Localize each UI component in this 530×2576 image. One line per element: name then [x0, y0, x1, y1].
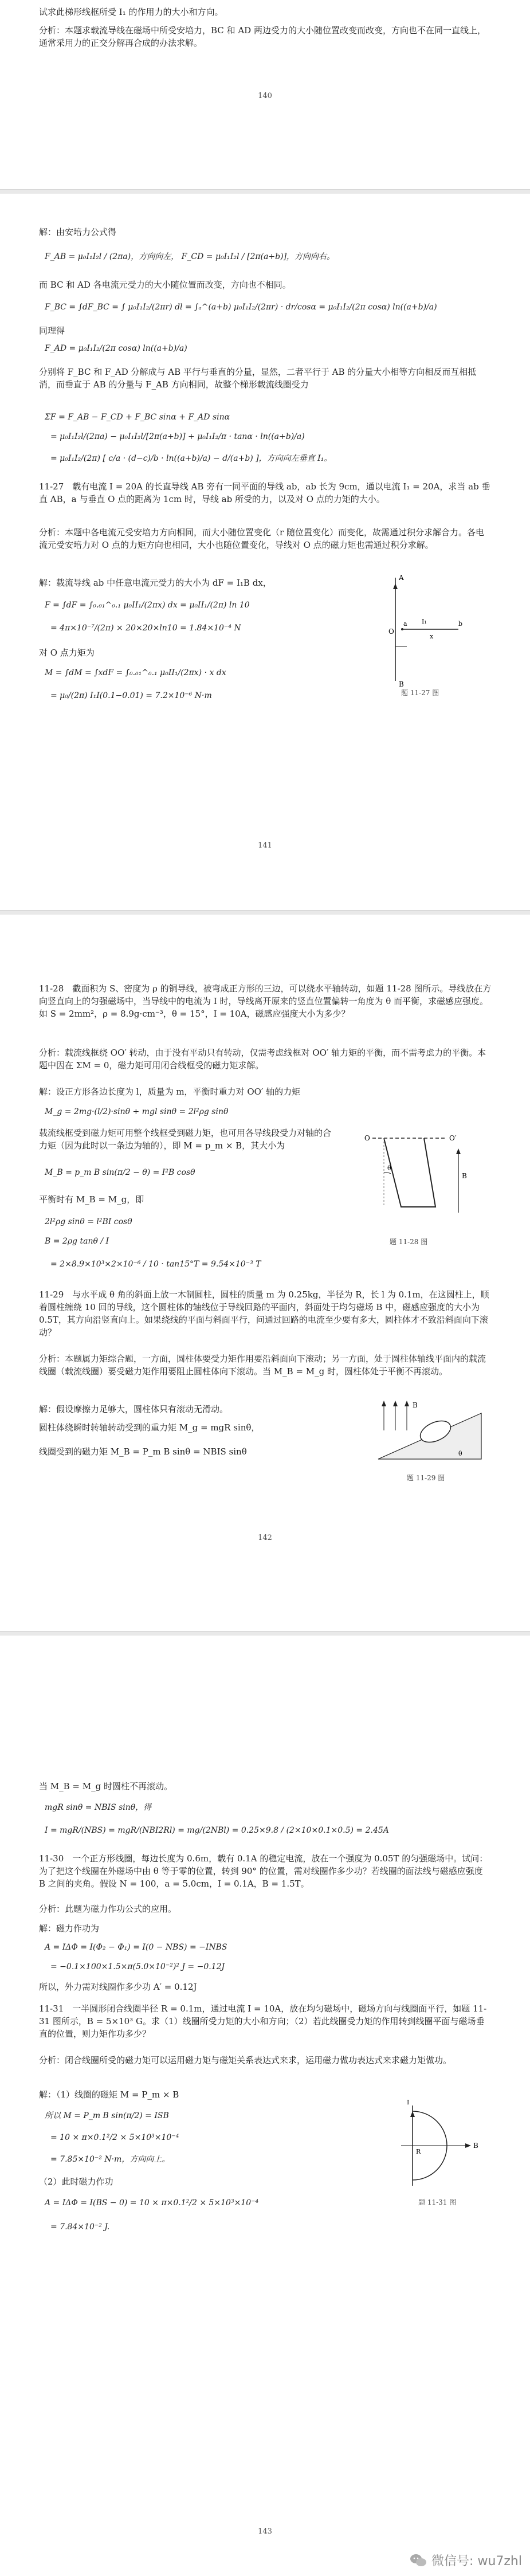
p143-eqI: = 7.84×10⁻² J.: [50, 2222, 110, 2232]
p143-prob30: 11-30 一个正方形线圈，每边长度为 0.6m，载有 0.1A 的稳定电流，放在一个强度为 0.05T 的匀强磁场中。试问：为了把这个线圈在外磁场中由 θ 等于零的位置，转到 90° 的位置，需对线圈作多少功？若线圈的面法线与磁感应强度 B 之间的夹角。假设 N = 100，a = 5.0cm，I = 0.1A，B = 1.5T。: [39, 1853, 488, 1889]
svg-text:O′: O′: [449, 1134, 457, 1142]
svg-text:b: b: [458, 620, 463, 628]
svg-text:θ: θ: [458, 1450, 462, 1457]
p142-solve28: 解：设正方形各边长度为 l，质量为 m，平衡时重力对 OO′ 轴的力矩: [39, 1087, 301, 1097]
figure-11-27: [372, 566, 493, 704]
p141-eq3: F_AD = μ₀I₁I₂/(2π cosα) ln((a+b)/a): [45, 344, 187, 353]
svg-text:A: A: [399, 574, 404, 582]
figure-11-31: [390, 2094, 487, 2197]
p143-eqF: = 10 × π×0.1²/2 × 5×10³×10⁻⁴: [50, 2133, 179, 2142]
wechat-icon: [410, 2553, 427, 2568]
p142-analysis29: 分析：本题属力矩综合题，一方面，圆柱体要受力矩作用要沿斜面向下滚动；另一方面，处于圆柱体轴线平面内的载流线圈（载流线圈）要受磁力矩作用要阻止圆柱体向下滚动。当 M_B = M_g 时，圆柱体处于平衡不再滚动。: [39, 1354, 486, 1377]
p140-analysis: 分析：本题求载流导线在磁场中所受安培力，BC 和 AD 两边受力的大小随位置改变而改变，方向也不在同一直线上，通常采用力的正交分解再合成的办法求解。: [39, 25, 486, 48]
page-140: [0, 0, 530, 189]
p142-solve29: 解：假设摩擦力足够大，圆柱体只有滚动无滑动。: [39, 1404, 229, 1414]
p142-text29c: 线圈受到的磁力矩 M_B = P_m B sinθ = NBIS sinθ: [39, 1446, 247, 1457]
svg-text:B: B: [473, 2142, 478, 2150]
p142-text28b: 载流线框受到磁力矩可用整个线框受到磁力矩，也可用各导线段受力对轴的合力矩（因为此时以一条边为轴的），即 M = p_m × B，其大小为: [39, 1128, 332, 1151]
p142-text29b: 圆柱体绕瞬时转轴转动受到的重力矩 M_g = mgR sinθ，: [39, 1422, 260, 1433]
p141-solve: 解：由安培力公式得: [39, 227, 117, 237]
fig-11-27-caption: 题 11-27 图: [401, 689, 439, 697]
fig-11-31-caption: 题 11-31 图: [418, 2198, 457, 2206]
p141-text2: 分别将 F_BC 和 F_AD 分解成与 AB 平行与垂直的分量，显然，二者平行于 AB 的分量大小相等方向相反而互相抵消，而垂直于 AB 的分量与 F_AB 方向相同，故整个梯形载流线圈受力: [39, 367, 477, 390]
svg-text:B: B: [413, 1401, 418, 1409]
p141-eq6: = μ₀I₁I₂/(2π) [ c/a · (d−c)/b · ln((a+b)/a) − d/(a+b) ]，方向向左垂直 I₁。: [50, 454, 332, 463]
wechat-id: 微信号: wu7zhl: [431, 2554, 522, 2569]
page-number: 142: [258, 1534, 272, 1542]
p140-line1: 试求此梯形线框所受 I₁ 的作用力的大小和方向。: [39, 7, 223, 17]
p143-eqD: = −0.1×100×1.5×π(5.0×10⁻²)² J = −0.12J: [50, 1962, 225, 1971]
p141-solve2: 解：载流导线 ab 中任意电流元受力的大小为 dF = I₁B dx，: [39, 578, 272, 588]
svg-text:O: O: [364, 1134, 370, 1142]
p143-analysis30: 分析：此题为磁力作功公式的应用。: [39, 1904, 177, 1914]
p143-eqC: A = IΔΦ = I(Φ₂ − Φ₁) = I(0 − NBS) = −INBS: [45, 1943, 227, 1952]
p141-torque: 对 O 点力矩为: [39, 648, 95, 658]
p141-text1: 而 BC 和 AD 各电流元受力的大小随位置而改变，方向也不相同。: [39, 280, 291, 290]
svg-text:I: I: [407, 2099, 410, 2106]
svg-text:O: O: [388, 628, 394, 636]
p142-prob28: 11-28 截面积为 S、密度为 ρ 的铜导线，被弯成正方形的三边，可以绕水平轴转动，如题 11-28 图所示。导线放在方向竖直向上的匀强磁场中，当导线中的电流为 I 时，导线离开原来的竖直位置偏转一角度为 θ 而平衡，求磁感应强度。如 S = 2mm²，ρ = 8.9g·cm⁻³，θ = 15°，I = 10A，磁感应强度大小为多少？: [39, 983, 492, 1019]
p141-analysis: 分析：本题中各电流元受安培力方向相同，而大小随位置变化（r 随位置变化）而变化，故需通过积分求解合力。各电流元受安培力对 O 点的力矩方向也相同，大小也随位置变化，导线对 O 点的磁力矩也需通过积分求解。: [39, 527, 484, 550]
p141-prob27: 11-27 载有电流 I = 20A 的长直导线 AB 旁有一同平面的导线 ab，ab 长为 9cm，通以电流 I₁ = 20A，求当 ab 垂直 AB，a 与垂直 O 点的距离为 1cm 时，导线 ab 所受的力，以及对 O 点的力矩的大小。: [39, 481, 490, 504]
p142-eqA: M_g = 2mg·(l/2)·sinθ + mgl sinθ = 2l²ρg sinθ: [45, 1107, 229, 1116]
p142-eqD: B = 2ρg tanθ / I: [45, 1237, 109, 1246]
p142-prob29: 11-29 与水平成 θ 角的斜面上放一木制圆柱，圆柱的质量 m 为 0.25kg，半径为 R，长 l 为 0.1m，在这圆柱上，顺着圆柱缠绕 10 回的导线，这个圆柱体的轴线位于导线回路的平面内，斜面处于均匀磁场 B 中，磁感应强度的大小为 0.5T，其方向沿竖直向上。如果绕线的平面与斜面平行，问通过回路的电流至少要有多大，圆柱体才不致沿斜面向下滚动？: [39, 1289, 489, 1338]
page-143: [0, 1636, 530, 2576]
page-141: [0, 194, 530, 910]
svg-text:B: B: [399, 680, 404, 688]
p143-analysis31: 分析：闭合线圈所受的磁力矩可以运用磁力矩与磁矩关系表达式来求，运用磁力做功表达式来求磁力矩做功。: [39, 2055, 452, 2065]
fig-11-28-caption: 题 11-28 图: [390, 1238, 428, 1246]
svg-text:x: x: [430, 633, 434, 640]
page-number: 141: [258, 841, 272, 850]
p143-line1: 当 M_B = M_g 时圆柱不再滚动。: [39, 1781, 172, 1791]
svg-text:R: R: [416, 2148, 421, 2155]
p143-prob31: 11-31 一半圆形闭合线圈半径 R = 0.1m，通过电流 I = 10A，放在均匀磁场中，磁场方向与线圈面平行，如题 11-31 图所示，B = 5×10³ G。求（1）线圈所受力矩的大小和方向；（2）若此线圈受力矩的作用转到线圈平面与磁场垂直的位置，则力矩作功多少？: [39, 2003, 487, 2039]
page-number: 143: [258, 2527, 272, 2536]
p141-eq4: ΣF = F_AB − F_CD + F_BC sinα + F_AD sinα: [45, 413, 230, 422]
p141-eq1: F_AB = μ₀I₁I₂l / (2πa)，方向向左， F_CD = μ₀I₁I₂l / [2π(a+b)]，方向向右。: [45, 252, 335, 261]
p143-solve30: 解：磁力作功为: [39, 1923, 100, 1934]
p142-eqC: 2l²ρg sinθ = l²BI cosθ: [45, 1217, 132, 1226]
p141-eq10: = μ₀/(2π) I₁I(0.1−0.01) = 7.2×10⁻⁶ N·m: [50, 691, 212, 700]
svg-text:θ: θ: [387, 1165, 391, 1172]
p143-ext: 所以，外力需对线圈作多少功 A′ = 0.12J: [39, 1982, 197, 1992]
p143-part2: （2）此时磁力作功: [39, 2177, 113, 2187]
p141-same: 同理得: [39, 326, 65, 336]
svg-text:B: B: [462, 1172, 467, 1180]
wechat-watermark: [410, 2551, 522, 2569]
p141-eq7: F = ∫dF = ∫₀.₀₁^₀.₁ μ₀II₁/(2πx) dx = μ₀II₁/(2π) ln 10: [45, 601, 250, 610]
p142-eqE: = 2×8.9×10³×2×10⁻⁶ / 10 · tan15°T = 9.54×10⁻³ T: [50, 1260, 261, 1269]
p142-analysis28: 分析：载流线框绕 OO′ 转动，由于没有平动只有转动，仅需考虑线框对 OO′ 轴力矩的平衡，而不需考虑力的平衡。本题中因在 ΣM = 0，磁力矩可用闭合线框受的磁力矩求解。: [39, 1048, 486, 1071]
p143-eqE: 所以 M = P_m B sin(π/2) = ISB: [45, 2111, 169, 2120]
p143-eqG: = 7.85×10⁻² N·m，方向向上。: [50, 2155, 170, 2164]
p141-eq2: F_BC = ∫dF_BC = ∫ μ₀I₁I₂/(2πr) dl = ∫ₐ^(a+b) μ₀I₁I₂/(2πr) · dr/cosα = μ₀I₁I₂/(2π cosα) ln((a+b)/a): [45, 303, 437, 312]
p143-eqA: mgR sinθ = NBIS sinθ，得: [45, 1803, 152, 1812]
p143-solve31: 解：（1）线圈的磁矩 M = P_m × B: [39, 2089, 179, 2100]
p143-eqH: A = IΔΦ = I(BS − 0) = 10 × π×0.1²/2 × 5×10³×10⁻⁴: [45, 2198, 259, 2208]
page-number: 140: [258, 92, 272, 100]
p143-eqB: I = mgR/(NBS) = mgR/(NBI2Rl) = mg/(2NBl) = 0.25×9.8 / (2×10×0.1×0.5) = 2.45A: [45, 1826, 389, 1835]
page-142: [0, 915, 530, 1631]
p141-eq5: = μ₀I₁I₂l/(2πa) − μ₀I₁I₂l/[2π(a+b)] + μ₀I₁I₂/π · tanα · ln((a+b)/a): [50, 432, 305, 441]
p142-balance: 平衡时有 M_B = M_g，即: [39, 1194, 144, 1205]
fig-11-29-caption: 题 11-29 图: [407, 1474, 445, 1482]
figure-11-28: [350, 1121, 481, 1236]
figure-11-29: [367, 1390, 493, 1471]
p141-eq9: M = ∫dM = ∫xdF = ∫₀.₀₁^₀.₁ μ₀II₁/(2πx) · x dx: [45, 668, 226, 677]
p142-eqB: M_B = p_m B sin(π/2 − θ) = I²B cosθ: [45, 1168, 195, 1177]
svg-text:I₁: I₁: [422, 618, 427, 625]
p141-eq8: = 4π×10⁻⁷/(2π) × 20×20×ln10 = 1.84×10⁻⁴ N: [50, 624, 241, 633]
svg-text:a: a: [403, 620, 407, 628]
